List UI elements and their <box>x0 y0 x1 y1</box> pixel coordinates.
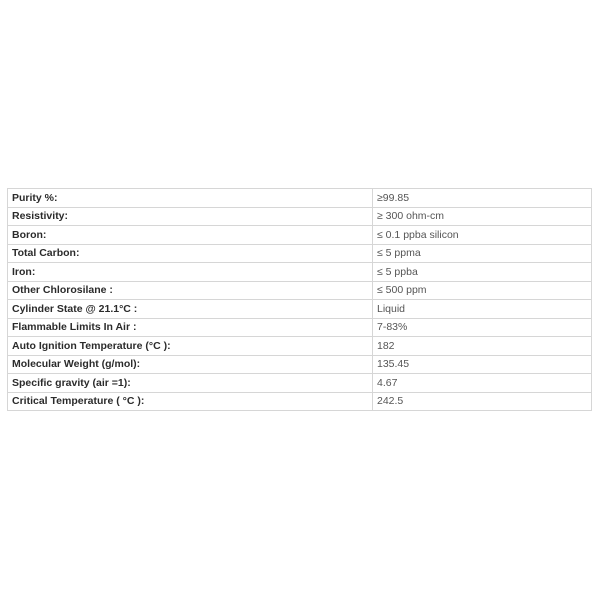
table-row <box>8 392 592 411</box>
spec-value: 182 <box>373 337 592 356</box>
table-row <box>8 337 592 356</box>
spec-value: ≤ 5 ppma <box>373 244 592 263</box>
spec-label: Specific gravity (air =1): <box>8 374 373 393</box>
table-row <box>8 318 592 337</box>
spec-value: ≥ 300 ohm-cm <box>373 207 592 226</box>
spec-label: Flammable Limits In Air : <box>8 318 373 337</box>
spec-value: 4.67 <box>373 374 592 393</box>
spec-value: 242.5 <box>373 392 592 411</box>
table-row <box>8 226 592 245</box>
specifications-table <box>7 188 592 411</box>
spec-value: ≥99.85 <box>373 189 592 208</box>
spec-label: Total Carbon: <box>8 244 373 263</box>
table-row <box>8 207 592 226</box>
spec-label: Cylinder State @ 21.1°C : <box>8 300 373 319</box>
spec-value: ≤ 500 ppm <box>373 281 592 300</box>
table-row <box>8 374 592 393</box>
spec-value: Liquid <box>373 300 592 319</box>
table-row <box>8 263 592 282</box>
spec-value: 135.45 <box>373 355 592 374</box>
spec-label: Molecular Weight (g/mol): <box>8 355 373 374</box>
spec-label: Auto Ignition Temperature (°C ): <box>8 337 373 356</box>
table-row <box>8 300 592 319</box>
spec-value: 7-83% <box>373 318 592 337</box>
spec-label: Purity %: <box>8 189 373 208</box>
table-row <box>8 355 592 374</box>
spec-label: Resistivity: <box>8 207 373 226</box>
spec-value: ≤ 0.1 ppba silicon <box>373 226 592 245</box>
spec-label: Iron: <box>8 263 373 282</box>
spec-label: Other Chlorosilane : <box>8 281 373 300</box>
table-row <box>8 189 592 208</box>
table-row <box>8 281 592 300</box>
spec-label: Critical Temperature ( °C ): <box>8 392 373 411</box>
spec-label: Boron: <box>8 226 373 245</box>
table-row <box>8 244 592 263</box>
spec-value: ≤ 5 ppba <box>373 263 592 282</box>
